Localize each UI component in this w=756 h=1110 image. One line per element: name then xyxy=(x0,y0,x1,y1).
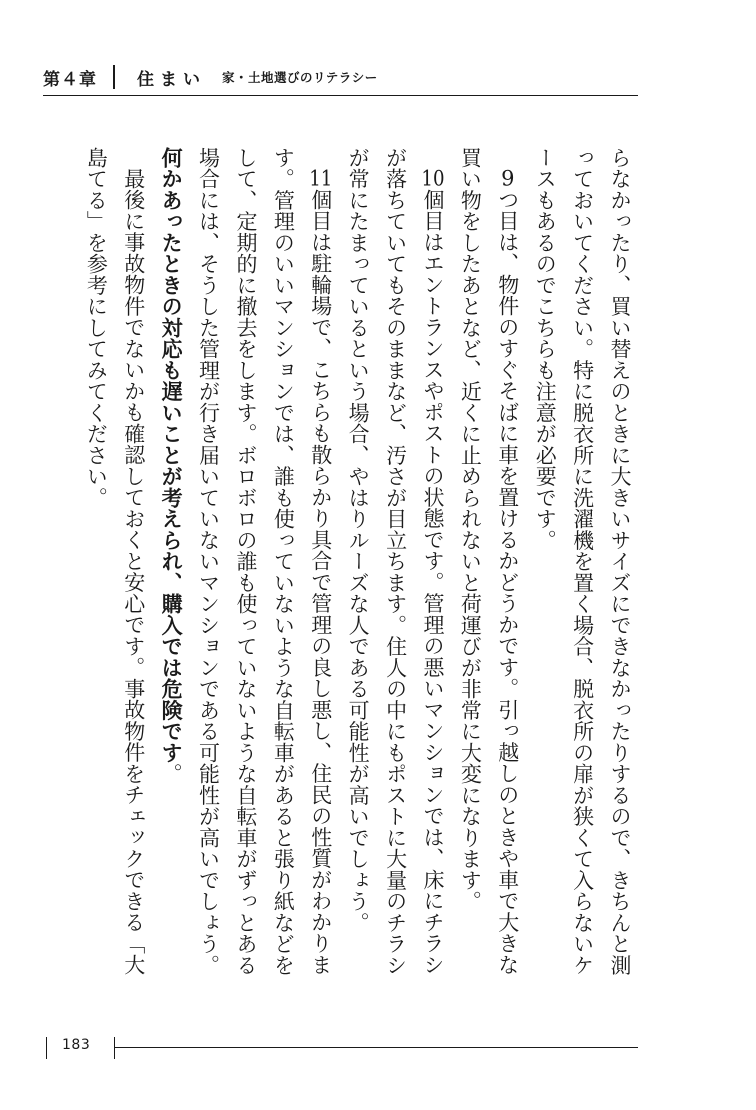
header-divider xyxy=(113,65,115,89)
body-text xyxy=(84,147,638,987)
paragraph-text: 。 xyxy=(159,763,184,785)
footer-divider-left xyxy=(46,1037,47,1059)
page-number: 183 xyxy=(62,1037,91,1053)
paragraph-continuation xyxy=(526,147,638,987)
bold-emphasis: 何かあったときの対応も遅いことが考えられ、 xyxy=(159,147,184,594)
chapter-title: 住まい xyxy=(137,69,206,90)
paragraph-point-9 xyxy=(451,147,526,987)
paragraph-text: つ目は、物件のすぐそばに車を置けるかどうかです。引っ越しのときや車で大きな買い物をしたあとなど、近くに止められないと荷運びが非常に大変になります。 xyxy=(458,147,520,976)
bold-emphasis: 購入では危険です xyxy=(159,593,184,764)
running-header xyxy=(43,62,638,92)
paragraph-point-11 xyxy=(152,147,339,987)
paragraph-text: 個目はエントランスやポストの状態です。管理の悪いマンションでは、床にチラシが落ちていてもそのままなど、汚さが目立ちます。住人の中にもポストに大量のチラシが常にたまっているという場合、やはりルーズな人である可能性が高いでしょう。 xyxy=(346,147,445,976)
footer-divider-right xyxy=(114,1037,115,1059)
chapter-subtitle: 家・土地選びのリテラシー xyxy=(222,70,378,85)
paragraph-text: らなかったり、買い替えのときに大きいサイズにできなかったりするので、きちんと測っておいてください。特に脱衣所に洗濯機を置く場合、脱衣所の扉が狭くて入らないケースもあるのでこちらも注意が必要です。 xyxy=(533,147,632,976)
chapter-label: 第４章 xyxy=(43,69,97,90)
paragraph-text: 最後に事故物件でないかも確認しておくと安心です。事故物件をチェックできる「大島てる」を参考にしてみてください。 xyxy=(84,147,146,976)
paragraph-point-10 xyxy=(339,147,451,987)
paragraph-final xyxy=(77,147,152,987)
point-number: 11 xyxy=(309,168,333,189)
header-rule xyxy=(43,95,638,96)
paragraph-text: 個目は駐輪場で、こちらも散らかり具合で管理の良し悪し、住民の性質がわかります。管理のいいマンションでは、誰も使っていないような自転車があると張り紙などをして、定期的に撤去をします。ボロボロの誰も使っていないような自転車がずっとある場合には、そうした管理が行き届いていないマンションである可能性が高いでしょう。 xyxy=(196,147,333,976)
footer-rule xyxy=(115,1047,638,1048)
point-number: 10 xyxy=(421,168,445,189)
point-number: 9 xyxy=(501,168,515,189)
